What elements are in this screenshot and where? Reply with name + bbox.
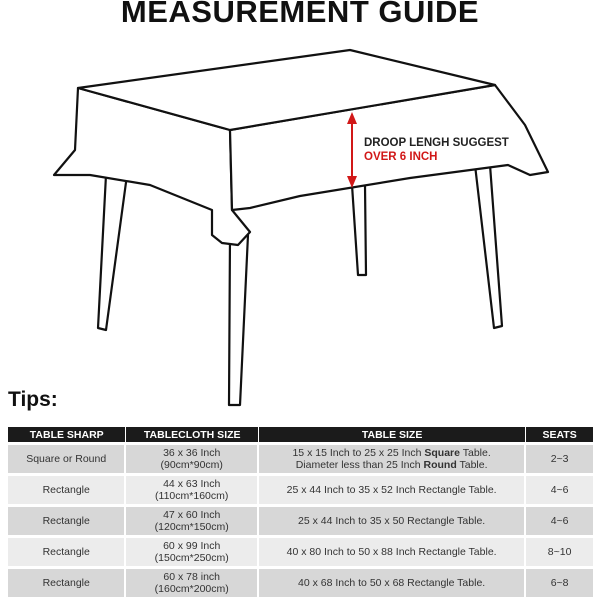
table-leg-back-left (98, 175, 127, 330)
table-row (8, 476, 593, 504)
table-row (8, 569, 593, 597)
cell-shape: Square or Round (8, 445, 126, 473)
table-header-row (8, 427, 593, 442)
cell-shape: Rectangle (8, 538, 126, 566)
cell-seats: 2~3 (526, 445, 593, 473)
cell-tablecloth-size: 44 x 63 Inch (110cm*160cm) (126, 476, 259, 504)
cell-tablecloth-size: 60 x 99 Inch (150cm*250cm) (126, 538, 259, 566)
header-tablecloth-size: TABLECLOTH SIZE (126, 427, 259, 442)
header-seats: SEATS (526, 427, 593, 442)
table-leg-center (352, 185, 366, 275)
table-leg-front-left (229, 235, 248, 405)
cell-table-size: 40 x 80 Inch to 50 x 88 Inch Rectangle Table. (259, 538, 526, 566)
size-table (8, 424, 593, 600)
cell-seats: 4~6 (526, 476, 593, 504)
cell-tablecloth-size: 60 x 78 inch (160cm*200cm) (126, 569, 259, 597)
cell-shape: Rectangle (8, 507, 126, 535)
cell-tablecloth-size: 47 x 60 Inch (120cm*150cm) (126, 507, 259, 535)
cell-tablecloth-size: 36 x 36 Inch (90cm*90cm) (126, 445, 259, 473)
cell-table-size: 25 x 44 Inch to 35 x 52 Inch Rectangle Table. (259, 476, 526, 504)
header-table-size: TABLE SIZE (259, 427, 526, 442)
table-row (8, 538, 593, 566)
droop-suggestion (364, 136, 509, 164)
table-leg-right (475, 165, 502, 328)
cell-table-size: 15 x 15 Inch to 25 x 25 Inch Square Table. Diameter less than 25 Inch Round Table. (259, 445, 526, 473)
droop-line-1: DROOP LENGH SUGGEST (364, 137, 509, 149)
droop-line-2: OVER 6 INCH (364, 151, 438, 163)
table-row (8, 445, 593, 473)
header-table-shape: TABLE SHARP (8, 427, 126, 442)
cell-table-size: 25 x 44 Inch to 35 x 50 Rectangle Table. (259, 507, 526, 535)
cell-table-size: 40 x 68 Inch to 50 x 68 Rectangle Table. (259, 569, 526, 597)
cell-seats: 8~10 (526, 538, 593, 566)
cell-seats: 6~8 (526, 569, 593, 597)
cell-seats: 4~6 (526, 507, 593, 535)
cell-shape: Rectangle (8, 569, 126, 597)
page-title: MEASUREMENT GUIDE (120, 0, 480, 29)
tips-heading: Tips: (8, 388, 58, 411)
table-row (8, 507, 593, 535)
cell-shape: Rectangle (8, 476, 126, 504)
tablecloth-illustration (0, 40, 600, 410)
